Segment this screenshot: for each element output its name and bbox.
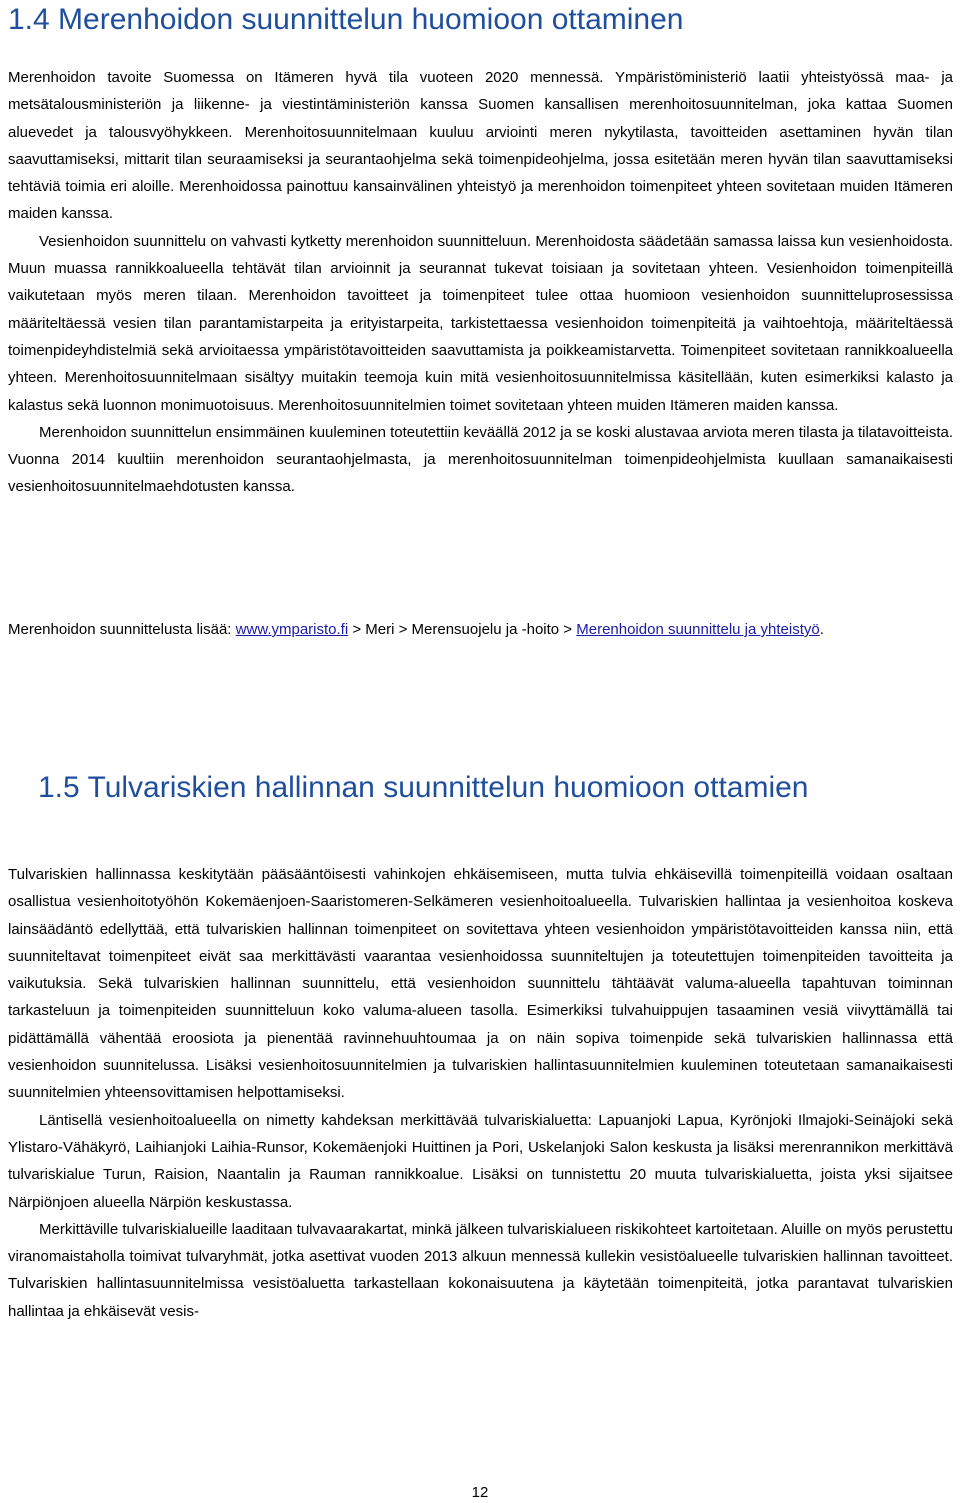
paragraph: Merkittäville tulvariskialueille laaditaan tulvavaarakartat, minkä jälkeen tulvariskialueen riskikohteet kartoitetaan. Aluille on myös perustettu viranomaistaholla toimivat tulvaryhmät, jotka asettivat vuoden 2013 alkuun mennessä kullekin vesistöalueelle tulvariskien hallinnan tavoitteet. Tulvariskien hallintasuunnitelmissa vesistöaluetta tarkastellaan kokonaisuutena ja käytetään toimenpiteitä, jotka parantavat tulvariskien hallintaa ja ehkäisevät vesis-	[8, 1220, 953, 1320]
more-info-path: > Meri > Merensuojelu ja -hoito >	[348, 621, 577, 638]
paragraph: Merenhoidon tavoite Suomessa on Itämeren hyvä tila vuoteen 2020 mennessä. Ympäristöministeriö laatii yhteistyössä maa- ja metsätalousministeriön ja liikenne- ja viestintäministeriön kanssa Suomen kansallisen merenhoitosuunnitelman, joka kattaa Suomen aluevedet ja talousvyöhykkeen. Merenhoitosuunnitelmaan kuuluu arviointi meren nykytilasta, tavoitteiden asettaminen hyvän tilan saavuttamiseksi, mittarit tilan seuraamiseksi ja seurantaohjelma sekä toimenpideohjelma, jossa esitetään meren hyvän tilan saavuttamiseksi tehtäviä toimia eri aloille. Merenhoidossa painottuu kansainvälinen yhteistyö ja merenhoidon toimenpiteet yhteen sovitetaan muiden Itämeren maiden kanssa.	[8, 69, 953, 223]
paragraph: Merenhoidon suunnittelun ensimmäinen kuuleminen toteutettiin keväällä 2012 ja se koski alustavaa arviota meren tilasta ja tilatavoitteista. Vuonna 2014 kuultiin merenhoidon seurantaohjelmasta, ja merenhoitosuunnitelman toimenpideohjelmista kuullaan samanaikaisesti vesienhoitosuunnitelmaehdotusten kanssa.	[8, 423, 953, 496]
ymparisto-link[interactable]: www.ymparisto.fi	[235, 621, 349, 638]
section-heading-merenhoito: 1.4 Merenhoidon suunnittelun huomioon ottaminen	[8, 3, 684, 36]
merenhoito-link[interactable]: Merenhoidon suunnittelu ja yhteistyö	[576, 621, 820, 638]
paragraph: Vesienhoidon suunnittelu on vahvasti kytketty merenhoidon suunnitteluun. Merenhoidosta säädetään samassa laissa kun vesienhoidosta. Muun muassa rannikkoalueella tehtävät tilan arvioinnit ja seurannat tukevat toisiaan ja sovitetaan yhteen. Vesienhoidon toimenpiteillä vaikutetaan myös meren tilaan. Merenhoidon tavoitteet ja toimenpiteet tulee ottaa huomioon vesienhoidon suunnitteluprosessissa määriteltäessä vesien tilan parantamistarpeita ja erityistarpeita, tarkistettaessa vesienhoidon toimenpiteitä ja vaihtoehtoja, määriteltäessä toimenpideyhdistelmiä sekä arvioitaessa ympäristötavoitteiden saavuttamista ja poikkeamistarvetta. Toimenpiteet sovitetaan rannikkoalueella yhteen. Merenhoitosuunnitelmaan sisältyy muitakin teemoja kuin mitä vesienhoitosuunnitelmissa käsitellään, kuten esimerkiksi kalasto ja kalastus sekä luonnon monimuotoisuus. Merenhoitosuunnitelmien toimet sovitetaan yhteen muiden Itämeren maiden kanssa.	[8, 232, 953, 414]
paragraph: Läntisellä vesienhoitoalueella on nimetty kahdeksan merkittävää tulvariskialuetta: Lapuanjoki Lapua, Kyrönjoki Ilmajoki-Seinäjoki sekä Ylistaro-Vähäkyrö, Laihianjoki Laihia-Runsor, Kokemäenjoki Huittinen ja Pori, Uskelanjoki Salon keskusta ja lisäksi merenrannikon merkittävä tulvariskialue Turun, Raision, Naantalin ja Rauman rannikkoalue. Lisäksi on tunnistettu 20 muuta tulvariskialuetta, joista yksi sijaitsee Närpiönjoen alueella Närpiön keskustassa.	[8, 1111, 953, 1211]
section-heading-tulvariskit: 1.5 Tulvariskien hallinnan suunnittelun huomioon ottamien	[38, 771, 809, 804]
page-number: 12	[471, 1484, 489, 1501]
more-info-prefix: Merenhoidon suunnittelusta lisää:	[8, 621, 236, 638]
section-body-tulvariskit	[8, 861, 953, 1325]
more-info-line	[8, 616, 953, 643]
section-body-merenhoito	[8, 64, 953, 501]
more-info-suffix: .	[819, 621, 824, 638]
paragraph: Tulvariskien hallinnassa keskitytään pääsääntöisesti vahinkojen ehkäisemiseen, mutta tulvia ehkäisevillä toimenpiteillä voidaan osaltaan osallistua vesienhoitotyöhön Kokemäenjoen-Saaristomeren-Selkämeren vesienhoitoalueella. Tulvariskien hallintaa ja vesienhoitoa koskeva lainsäädäntö edellyttää, että tulvariskien hallinnan toimenpiteet on sovitettava yhteen vesienhoidon ympäristötavoitteiden kanssa niin, että suunniteltavat toimenpiteet eivät saa merkittävästi vaarantaa vesienhoidossa suunniteltujen ja toteutettujen toimenpiteiden tavoitteita ja vaikutuksia. Sekä tulvariskien hallinnan suunnittelu, että vesienhoidon suunnittelu tähtäävät valuma-alueella tapahtuvan toiminnan tarkasteluun ja toimenpiteiden suunnitteluun koko valuma-alueen tasolla. Esimerkiksi tulvahuippujen tasaaminen vesiä viivyttämällä tai pidättämällä vähentää eroosiota ja pienentää ravinnehuuhtoumaa ja on näin sopiva toimenpide sekä tulvariskien hallinnassa että vesienhoidon suunnitelussa. Lisäksi vesienhoitosuunnitelmien ja tulvariskien hallintasuunnitelmien kuuleminen toteutetaan samanaikaisesti suunnitelmien yhteensovittamisen helpottamiseksi.	[8, 866, 953, 1102]
